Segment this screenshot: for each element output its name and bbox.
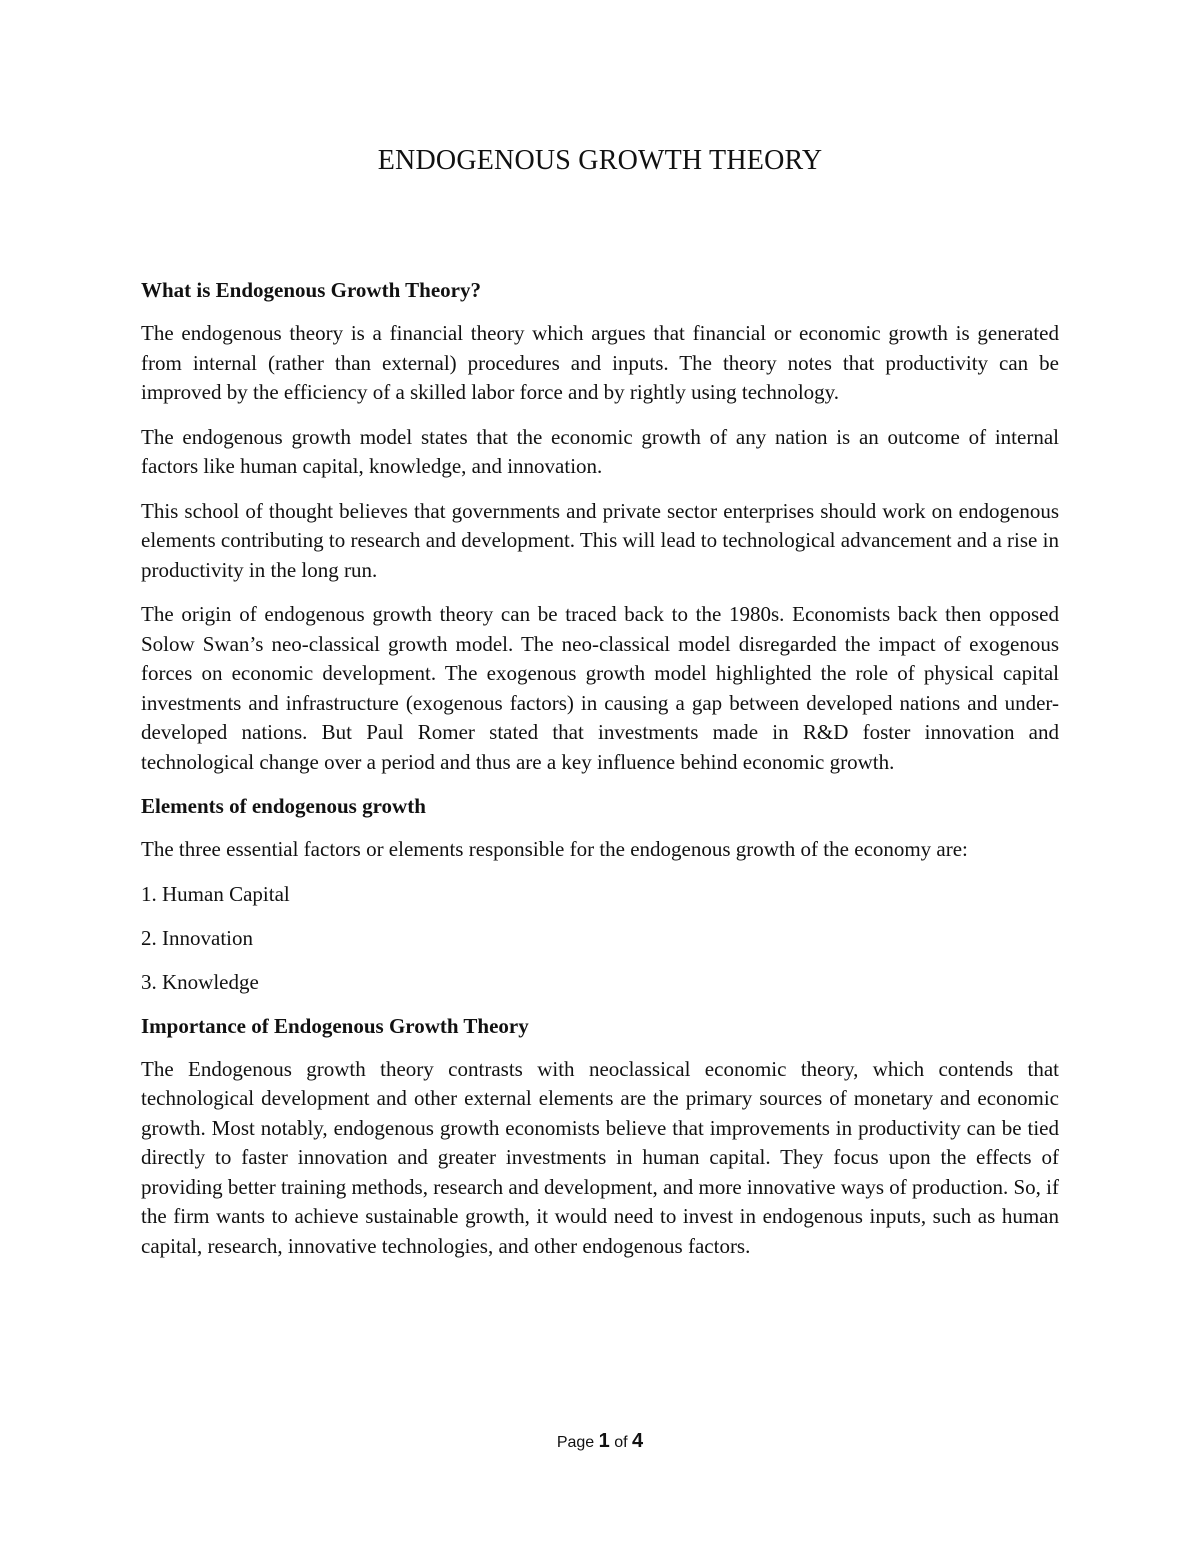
paragraph: This school of thought believes that governments and private sector enterprises should work on endogenous elements contributing to research and development. This will lead to technological advancement and a rise in productivity in the long run. [141, 498, 1059, 582]
paragraph: The endogenous growth model states that the economic growth of any nation is an outcome of internal factors like human capital, knowledge, and innovation. [141, 424, 1059, 478]
section-heading: Elements of endogenous growth [141, 794, 426, 818]
list-item: 2. Innovation [141, 925, 253, 950]
current-page-number: 1 [598, 1430, 610, 1452]
section-what-is [141, 276, 1059, 777]
total-pages-number: 4 [632, 1430, 644, 1452]
paragraph: The origin of endogenous growth theory can be traced back to the 1980s. Economists back then opposed Solow Swan’s neo-classical growth model. The neo-classical model disregarded the impact of exogenous forces on economic development. The exogenous growth model highlighted the role of physical capital investments and infrastructure (exogenous factors) in causing a gap between developed nations and under-developed nations. But Paul Romer stated that investments made in R&D foster innovation and technological change over a period and thus are a key influence behind economic growth. [141, 602, 1059, 774]
document-title: ENDOGENOUS GROWTH THEORY [377, 145, 823, 176]
list-item: 3. Knowledge [141, 969, 259, 994]
document-page [141, 145, 1059, 1276]
section-heading: What is Endogenous Growth Theory? [141, 278, 481, 302]
of-label: of [614, 1434, 628, 1451]
paragraph: The Endogenous growth theory contrasts with neoclassical economic theory, which contends that technological development and other external elements are the primary sources of monetary and economic growth. Most notably, endogenous growth economists believe that improvements in productivity can be tied directly to faster innovation and greater investments in human capital. They focus upon the effects of providing better training methods, research and development, and more innovative ways of production. So, if the firm wants to achieve sustainable growth, it would need to invest in endogenous inputs, such as human capital, research, innovative technologies, and other endogenous factors. [141, 1056, 1059, 1258]
section-heading: Importance of Endogenous Growth Theory [141, 1013, 529, 1038]
page-label: Page [556, 1434, 595, 1451]
section-elements [141, 792, 1059, 997]
page-footer [0, 1430, 1200, 1453]
paragraph: The endogenous theory is a financial theory which argues that financial or economic growth is generated from internal (rather than external) procedures and inputs. The theory notes that productivity can be improved by the efficiency of a skilled labor force and by rightly using technology. [141, 321, 1059, 404]
paragraph: The three essential factors or elements responsible for the endogenous growth of the economy are: [141, 837, 968, 861]
list-item: 1. Human Capital [141, 881, 290, 906]
section-importance [141, 1012, 1059, 1262]
